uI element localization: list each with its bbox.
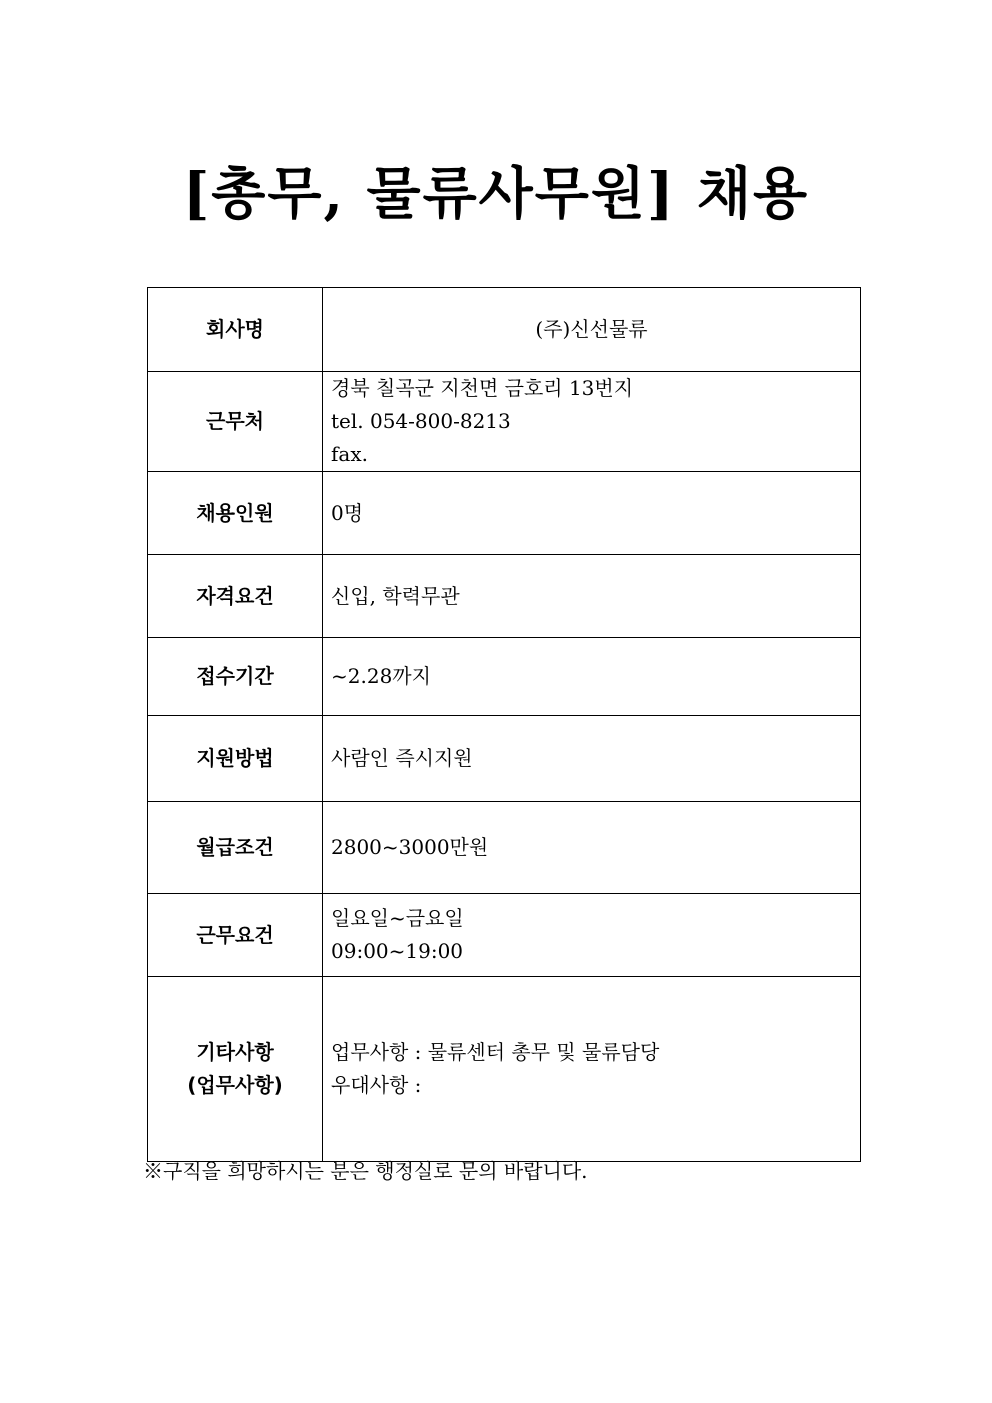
row-label: 자격요건 (148, 555, 323, 638)
row-value (323, 894, 861, 977)
page-title: [총무, 물류사무원] 채용 (182, 161, 810, 227)
company-name: (주)신선물류 (535, 317, 648, 341)
preference-text: 우대사항 : (331, 1073, 422, 1097)
qualification-text: 신입, 학력무관 (331, 583, 460, 608)
row-value (323, 472, 861, 555)
tel-text: tel. 054-800-8213 (331, 409, 511, 433)
row-label: 접수기간 (148, 638, 323, 716)
table-row-period (148, 638, 861, 716)
address-text: 경북 칠곡군 지천면 금호리 13번지 (331, 376, 634, 400)
table-row-headcount (148, 472, 861, 555)
row-label: 채용인원 (148, 472, 323, 555)
table-row-company (148, 288, 861, 372)
row-label: 근무처 (148, 372, 323, 472)
table-row-other (148, 977, 861, 1162)
salary-text: 2800~3000만원 (331, 835, 489, 859)
row-value (323, 372, 861, 472)
row-value (323, 716, 861, 802)
row-label (148, 977, 323, 1162)
other-label-sub: (업무사항) (187, 1073, 283, 1097)
table-row-salary (148, 802, 861, 894)
work-hours-text: 09:00~19:00 (331, 939, 464, 963)
work-days-text: 일요일~금요일 (331, 906, 464, 930)
row-label: 지원방법 (148, 716, 323, 802)
other-label: 기타사항 (196, 1040, 274, 1064)
table-row-apply-method (148, 716, 861, 802)
headcount-text: 0명 (331, 500, 364, 525)
table-row-work-conditions (148, 894, 861, 977)
duties-text: 업무사항 : 물류센터 총무 및 물류담당 (331, 1040, 660, 1064)
row-value (323, 977, 861, 1162)
row-value (323, 555, 861, 638)
job-info-table (147, 287, 861, 1162)
row-value (323, 288, 861, 372)
apply-method-text: 사람인 즉시지원 (331, 746, 473, 770)
row-value (323, 802, 861, 894)
row-value (323, 638, 861, 716)
row-label: 근무요건 (148, 894, 323, 977)
row-label: 월급조건 (148, 802, 323, 894)
row-label: 회사명 (148, 288, 323, 372)
fax-text: fax. (331, 442, 368, 466)
table-row-workplace (148, 372, 861, 472)
footnote: ※구직을 희망하시는 분은 행정실로 문의 바랍니다. (143, 1159, 588, 1183)
table-row-qualification (148, 555, 861, 638)
period-text: ~2.28까지 (331, 664, 431, 688)
